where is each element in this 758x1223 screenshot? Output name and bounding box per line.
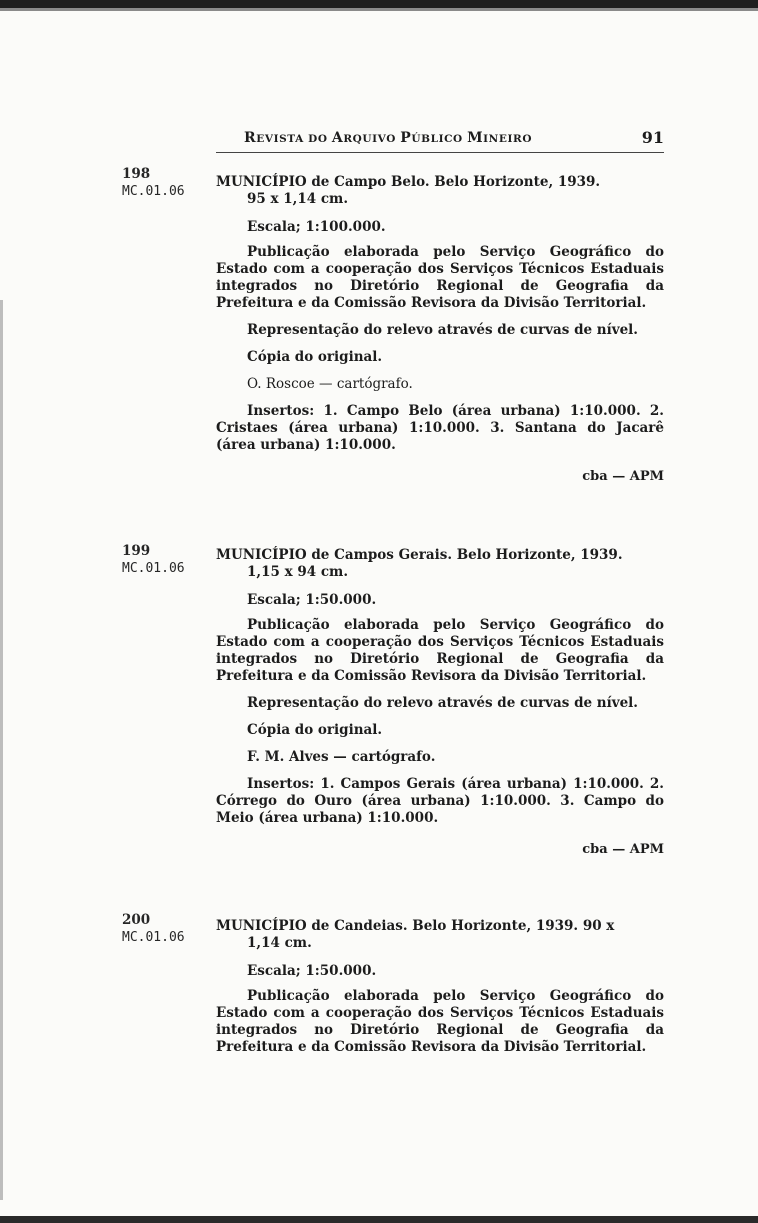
entry-code-block	[122, 166, 185, 200]
title-sc-4: ÚBLICO	[411, 133, 468, 145]
entry-copy: Cópia do original.	[247, 722, 383, 738]
title-sc-5: INEIRO	[483, 133, 533, 145]
entry-dimensions: 1,14 cm.	[247, 935, 312, 951]
title-sc-1: EVISTA	[256, 133, 309, 145]
entry-code-block	[122, 543, 185, 577]
entry-publication: Publicação elaborada pelo Serviço Geográfico do Estado com a cooperação dos Serviços Técnicos Estaduais integrados no Diretório Regional de Geografia da Prefeitura e da Comissão Revisora da Divisão Territorial.	[216, 244, 664, 311]
catalog-entry	[216, 174, 664, 485]
entry-inserts: Insertos: 1. Campos Gerais (área urbana) 1:10.000. 2. Córrego do Ouro (área urbana) 1:10.000. 3. Campo do Meio (área urbana) 1:10.000.	[216, 776, 664, 826]
title-sc-2: DO	[308, 133, 332, 145]
entry-code: MC.01.06	[122, 930, 185, 945]
running-header	[216, 126, 664, 153]
title-sc-3: RQUIVO	[343, 133, 401, 145]
entry-cartographer: O. Roscoe — cartógrafo.	[247, 376, 413, 392]
title-cap-4: P	[400, 130, 412, 146]
scan-top-shadow	[0, 8, 758, 11]
title-cap-1: R	[244, 130, 257, 146]
entry-code: MC.01.06	[122, 561, 185, 576]
entry-number: 199	[122, 543, 151, 559]
entry-dimensions: 95 x 1,14 cm.	[247, 191, 349, 207]
entry-number: 198	[122, 166, 151, 182]
entry-relief: Representação do relevo através de curvas de nível.	[247, 695, 638, 711]
entry-title: MUNICÍPIO de Campos Gerais. Belo Horizonte, 1939.	[216, 547, 623, 563]
entry-number: 200	[122, 912, 151, 928]
entry-code: MC.01.06	[122, 184, 185, 199]
entry-scale: Escala; 1:100.000.	[247, 219, 386, 235]
page-number: 91	[641, 128, 664, 147]
catalog-entry	[216, 547, 664, 858]
entry-publication: Publicação elaborada pelo Serviço Geográfico do Estado com a cooperação dos Serviços Técnicos Estaduais integrados no Diretório Regional de Geografia da Prefeitura e da Comissão Revisora da Divisão Territorial.	[216, 988, 664, 1055]
scan-left-edge	[0, 300, 3, 1200]
scan-top-edge	[0, 0, 758, 8]
entry-holding: cba — APM	[582, 842, 664, 857]
journal-title	[244, 130, 532, 146]
catalog-entry	[216, 918, 664, 1056]
entry-inserts: Insertos: 1. Campo Belo (área urbana) 1:10.000. 2. Cristaes (área urbana) 1:10.000. 3. Santana do Jacarê (área urbana) 1:10.000.	[216, 403, 664, 453]
entry-scale: Escala; 1:50.000.	[247, 963, 377, 979]
entry-dimensions: 1,15 x 94 cm.	[247, 564, 349, 580]
scan-bottom-edge	[0, 1216, 758, 1223]
title-cap-3: A	[331, 130, 344, 146]
entry-scale: Escala; 1:50.000.	[247, 592, 377, 608]
entry-code-block	[122, 912, 185, 946]
entry-title: MUNICÍPIO de Candeias. Belo Horizonte, 1939. 90 x	[216, 918, 615, 934]
entry-title: MUNICÍPIO de Campo Belo. Belo Horizonte, 1939.	[216, 174, 601, 190]
title-cap-5: M	[467, 130, 484, 146]
entry-publication: Publicação elaborada pelo Serviço Geográfico do Estado com a cooperação dos Serviços Técnicos Estaduais integrados no Diretório Regional de Geografia da Prefeitura e da Comissão Revisora da Divisão Territorial.	[216, 617, 664, 684]
entry-relief: Representação do relevo através de curvas de nível.	[247, 322, 638, 338]
entry-holding: cba — APM	[582, 469, 664, 484]
entry-copy: Cópia do original.	[247, 349, 383, 365]
entry-cartographer: F. M. Alves — cartógrafo.	[247, 749, 436, 765]
